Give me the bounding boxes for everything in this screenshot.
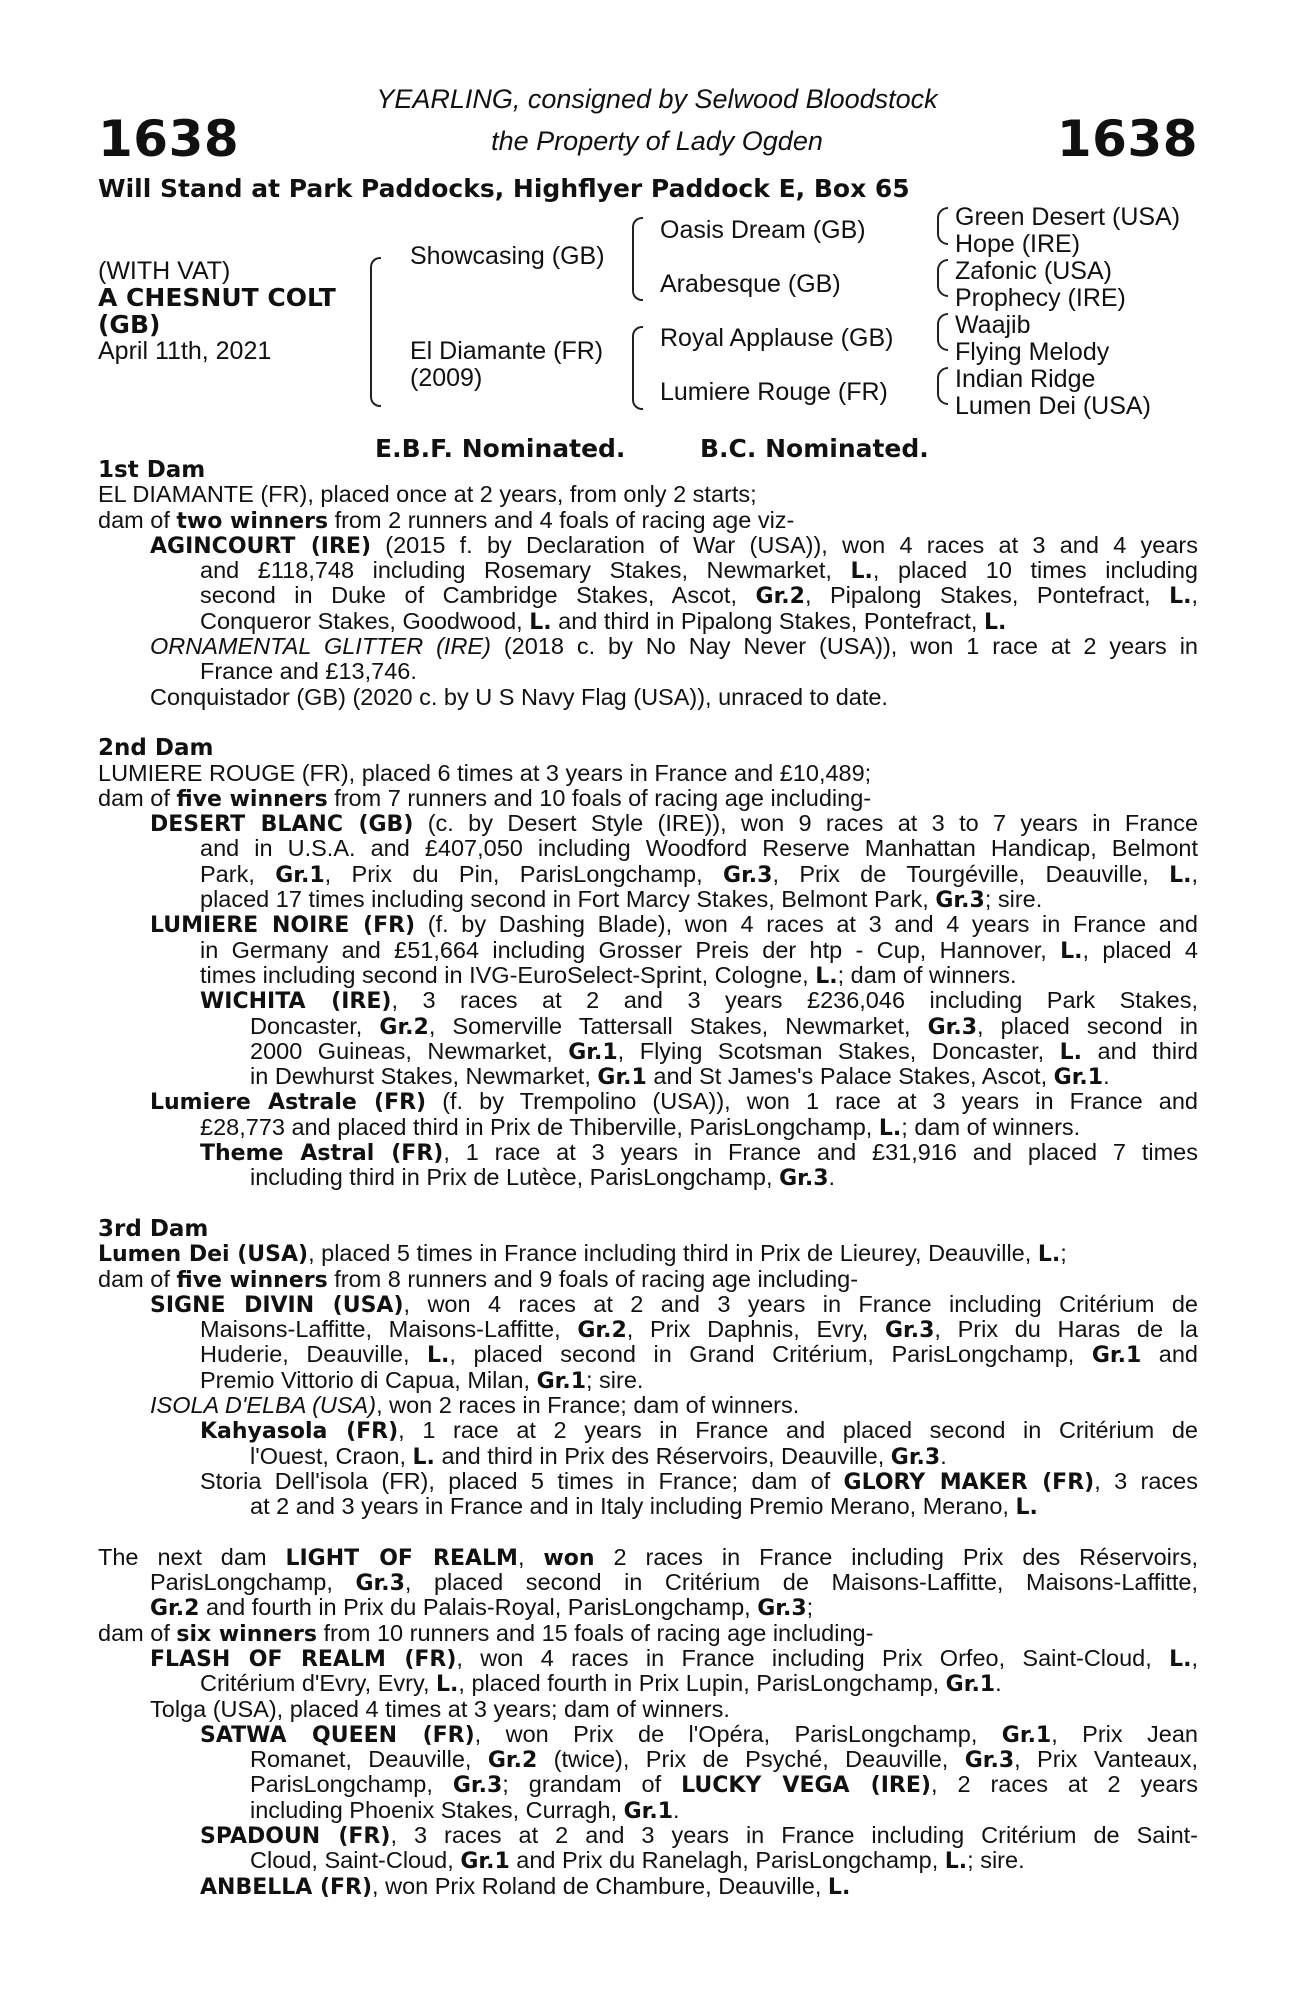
text-run: , won 4 races in France including Prix Orfeo, Saint-Cloud, [456,1645,1170,1671]
bold-text: Kahyasola (FR) [200,1419,399,1444]
bold-text: SPADOUN (FR) [200,1824,391,1849]
pedigree-ggs-5: Waajib [955,311,1031,339]
bold-text: GLORY MAKER (FR) [843,1469,1095,1495]
text-run: , placed fourth in Prix Lupin, ParisLongchamp, [458,1671,946,1697]
text-line [98,1267,1198,1292]
text-run: . [1103,1064,1110,1090]
text-run: dam of [98,507,177,533]
text-run: including third in Prix de Lutèce, ParisLongchamp, [250,1165,780,1191]
bold-text: Gr.2 [487,1748,538,1773]
bold-text: ANBELLA (FR) [200,1874,373,1899]
text-run: ; grandam of [502,1772,682,1798]
pedigree-notes [98,457,1198,1899]
pedigree-ggs-1: Green Desert (USA) [955,203,1181,231]
text-run: including Phoenix Stakes, Curragh, [250,1797,624,1823]
text-line [98,1747,1198,1772]
text-run: Critérium d'Evry, Evry, [200,1671,437,1697]
location-line: Will Stand at Park Paddocks, Highflyer Paddock E, Box 65 [98,174,910,203]
spacer [98,710,1198,735]
pedigree-dam-dam: Lumiere Rouge (FR) [660,378,888,406]
text-line [98,1115,1198,1140]
text-run: , Prix du Pin, ParisLongchamp, [324,861,724,887]
text-run: at 2 and 3 years in France and in Italy including Premio Merano, Merano, [250,1494,1016,1520]
italic-text: ORNAMENTAL GLITTER (IRE) [150,634,491,660]
text-run: and third in Prix des Réservoirs, Deauville, [434,1443,891,1469]
bold-text: Gr.3 [927,1014,978,1039]
bold-text: Gr.1 [623,1798,674,1824]
text-run: , won 2 races in France; dam of winners. [376,1392,800,1418]
text-run: , placed second in Critérium de Maisons-Laffitte, Maisons-Laffitte, [404,1570,1198,1596]
lot-number-right: 1638 [1056,110,1198,168]
bold-text: Gr.1 [597,1065,647,1090]
text-line [98,1418,1198,1443]
text-run: , [517,1544,544,1570]
bold-text: five winners [176,786,328,812]
text-line [98,963,1198,988]
text-line [98,634,1198,659]
text-line [98,1697,1198,1722]
text-line [98,1621,1198,1646]
foaling-date: April 11th, 2021 [98,337,272,365]
text-run: , Prix Jean [1051,1721,1198,1747]
horse-origin: (GB) [98,310,161,339]
text-run: ParisLongchamp, [150,1570,356,1596]
text-run: 1st Dam [98,457,206,483]
bold-text: Gr.1 [460,1849,510,1874]
text-line [98,811,1198,836]
pedigree-sire-sire: Oasis Dream (GB) [660,216,866,244]
text-run: , 3 races at 2 and 3 years in France including Critérium de Saint- [390,1823,1198,1849]
text-line [98,1342,1198,1367]
text-line [98,1039,1198,1064]
text-run: ; sire. [586,1367,644,1393]
text-run: Conqueror Stakes, Goodwood, [200,608,530,634]
text-line [98,1874,1198,1899]
text-run: and in U.S.A. and £407,050 including Woodford Reserve Manhattan Handicap, Belmont [200,836,1198,862]
text-run: 2 races in France including Prix des Réservoirs, [594,1544,1198,1570]
text-line [98,887,1198,912]
text-line [98,1165,1198,1190]
text-run: Park, [200,861,276,887]
spacer [98,1519,1198,1544]
text-line [98,1444,1198,1469]
text-run: , Somerville Tattersall Stakes, Newmarket, [428,1013,928,1039]
text-run: dam of [98,1620,177,1646]
text-run: , Prix de Tourgéville, Deauville, [772,861,1170,887]
text-run: Romanet, Deauville, [250,1747,488,1773]
text-run: Doncaster, [250,1013,380,1039]
pedigree-ggs-8: Lumen Dei (USA) [955,392,1151,420]
pedigree-brace-gen1 [370,257,381,407]
text-line [98,609,1198,634]
bold-text: SATWA QUEEN (FR) [200,1722,475,1748]
text-run: placed 17 times including second in Fort Marcy Stakes, Belmont Park, [200,887,936,913]
bold-text: Gr.2 [150,1596,200,1621]
bold-text: five winners [176,1267,328,1292]
pedigree-dam-sire: Royal Applause (GB) [660,324,894,352]
text-run: (f. by Trempolino (USA)), won 1 race at 3 years in France and [426,1089,1198,1115]
text-line [98,1014,1198,1039]
text-line [98,1646,1198,1671]
text-line [98,862,1198,887]
vat-label: (WITH VAT) [98,257,231,285]
text-run: dam of [98,1266,177,1292]
lot-number-left: 1638 [98,110,240,168]
pedigree-brace-dd [937,367,948,405]
pedigree-brace-sire [632,217,643,301]
text-run: , Flying Scotsman Stakes, Doncaster, [617,1038,1060,1064]
text-run: (2018 c. by No Nay Never (USA)), won 1 race at 2 years in [490,634,1198,660]
text-line [98,1848,1198,1873]
text-run: , Prix Vanteaux, [1014,1747,1198,1773]
text-run: Tolga (USA), placed 4 times at 3 years; dam of winners. [150,1696,730,1722]
text-run: , Pipalong Stakes, Pontefract, [804,583,1170,609]
text-run: Maisons-Laffitte, Maisons-Laffitte, [200,1317,578,1343]
text-line [98,988,1198,1013]
bold-text: L. [427,1343,450,1368]
bold-text: L. [1169,584,1192,609]
bold-text: Gr.1 [945,1672,996,1697]
bold-text: L. [1169,862,1192,888]
bold-text: LIGHT OF REALM [285,1545,518,1571]
pedigree-ggs-6: Flying Melody [955,338,1110,366]
spacer [98,1191,1198,1216]
text-line [98,482,1198,507]
bold-text: L. [1037,1242,1061,1267]
text-line [98,1823,1198,1848]
bold-text: Gr.3 [757,1596,807,1621]
text-run: , placed 5 times in France including third in Prix de Lieurey, Deauville, [308,1241,1038,1267]
text-run: , won 4 races at 2 and 3 years in France including Critérium de [403,1291,1198,1317]
pedigree-brace-sd [937,259,948,297]
text-run: , 3 races [1094,1468,1198,1494]
text-run: (c. by Desert Style (IRE)), won 9 races at 3 to 7 years in France [413,811,1198,837]
text-run: . [828,1165,836,1191]
bold-text: L. [1015,1495,1038,1520]
text-line [98,786,1198,811]
property-line: the Property of Lady Ogden [491,126,823,156]
pedigree-ggs-7: Indian Ridge [955,365,1096,393]
text-line [98,1064,1198,1089]
text-line [98,1292,1198,1317]
text-run: France and £13,746. [200,659,417,685]
text-run: ; sire. [967,1848,1025,1874]
bold-text: LUMIERE NOIRE (FR) [150,913,416,938]
text-line [98,508,1198,533]
bold-text: L. [878,1115,902,1141]
text-run: (2015 f. by Declaration of War (USA)), won 4 races at 3 and 4 years [371,532,1198,558]
text-run: and Prix du Ranelagh, ParisLongchamp, [509,1848,945,1874]
bold-text: L. [944,1849,968,1874]
bold-text: Gr.3 [884,1318,935,1343]
text-run: and £118,748 including Rosemary Stakes, Newmarket, [200,558,851,584]
text-line [98,1368,1198,1393]
text-run: dam of [98,785,177,811]
text-run: times including second in IVG-EuroSelect-Sprint, Cologne, [200,962,816,988]
text-run: Conquistador (GB) (2020 c. by U S Navy Flag (USA)), unraced to date. [150,684,888,710]
text-run: and St James's Palace Stakes, Ascot, [646,1064,1054,1090]
bold-text: L. [1169,1646,1192,1672]
text-run: from 8 runners and 9 foals of racing age including- [327,1266,859,1292]
text-run: from 7 runners and 10 foals of racing age including- [327,785,872,811]
bold-text: Gr.2 [379,1014,429,1039]
bold-text: won [543,1545,595,1571]
text-run: ; dam of winners. [837,962,1017,988]
text-run: , 1 race at 3 years in France and £31,916 and placed 7 times [443,1140,1198,1166]
bold-text: FLASH OF REALM (FR) [150,1646,457,1672]
bold-text: Gr.3 [779,1166,829,1191]
text-run: and [1141,1342,1198,1368]
text-line [98,583,1198,608]
bold-text: AGINCOURT (IRE) [150,533,372,559]
text-run: second in Duke of Cambridge Stakes, Ascot, [200,583,756,609]
bold-text: Gr.1 [1001,1722,1052,1748]
text-line [98,685,1198,710]
horse-name: A CHESNUT COLT [98,283,336,312]
text-line [98,558,1198,583]
text-run: . [995,1671,1002,1697]
text-run: Premio Vittorio di Capua, Milan, [200,1367,537,1393]
text-run: Cloud, Saint-Cloud, [250,1848,461,1874]
ebf-nomination: E.B.F. Nominated. [375,434,626,463]
bold-text: LUCKY VEGA (IRE) [681,1773,931,1798]
text-line [98,1469,1198,1494]
text-line [98,1772,1198,1797]
text-run: , placed 4 [1082,937,1198,963]
pedigree-sire-dam: Arabesque (GB) [660,270,841,298]
bold-text: L. [1060,938,1083,963]
bold-text: L. [436,1672,459,1697]
bold-text: L. [412,1444,435,1469]
text-run: LUMIERE ROUGE (FR), placed 6 times at 3 years in France and £10,489; [98,760,872,786]
bold-text: Lumiere Astrale (FR) [150,1090,427,1115]
text-run: . [940,1443,947,1469]
text-line [98,1494,1198,1519]
bold-text: six winners [176,1621,317,1646]
bold-text: Gr.3 [964,1748,1015,1773]
text-run: 3rd Dam [98,1215,209,1242]
italic-text: ISOLA D'ELBA (USA) [150,1392,377,1418]
text-line [98,1317,1198,1342]
text-run: , [1191,583,1198,609]
pedigree-dam: El Diamante (FR) [410,337,604,365]
bold-text: L. [815,963,838,989]
text-line [98,1798,1198,1823]
text-run: ; [1060,1241,1067,1267]
text-run: from 2 runners and 4 foals of racing age viz- [328,507,795,533]
text-line [98,1089,1198,1114]
bold-text: Gr.3 [723,862,773,888]
text-run: £28,773 and placed third in Prix de Thiberville, ParisLongchamp, [200,1114,879,1140]
text-run: and third [1082,1038,1198,1064]
text-line [98,836,1198,861]
text-run: ; dam of winners. [901,1114,1081,1140]
bold-text: L. [850,559,873,584]
text-run: , placed second in Grand Critérium, ParisLongchamp, [449,1342,1092,1368]
bold-text: Gr.3 [452,1773,503,1798]
text-run: , [1191,861,1198,887]
text-line [98,1671,1198,1696]
bold-text: Gr.3 [890,1444,941,1469]
bold-text: L. [984,609,1007,635]
pedigree-ggs-4: Prophecy (IRE) [955,284,1126,312]
pedigree-dam-year: (2009) [410,364,483,392]
text-run: (f. by Dashing Blade), won 4 races at 3 and 4 years in France and [415,912,1198,938]
pedigree-ggs-3: Zafonic (USA) [955,257,1112,285]
text-line [98,1241,1198,1266]
bold-text: Gr.1 [536,1368,586,1393]
text-run: ; [806,1595,814,1621]
bold-text: L. [1059,1039,1083,1065]
bold-text: Gr.3 [355,1571,405,1596]
text-run: , Prix du Haras de la [934,1317,1198,1343]
text-run: EL DIAMANTE (FR), placed once at 2 years, from only 2 starts; [98,482,757,508]
bold-text: L. [827,1874,851,1899]
text-line [98,533,1198,558]
bold-text: Gr.3 [935,888,985,913]
text-run: and fourth in Prix du Palais-Royal, ParisLongchamp, [199,1595,758,1621]
text-run: , won Prix Roland de Chambure, Deauville, [372,1873,828,1899]
text-run: , Prix Daphnis, Evry, [626,1317,885,1343]
section-heading [98,1216,1198,1241]
text-line [98,938,1198,963]
text-run: Huderie, Deauville, [200,1342,428,1368]
text-run: , placed second in [977,1013,1198,1039]
text-line [98,1140,1198,1165]
pedigree-brace-dam [632,326,643,410]
text-run: (twice), Prix de Psyché, Deauville, [537,1747,965,1773]
text-run: Storia Dell'isola (FR), placed 5 times in France; dam of [200,1468,844,1494]
section-heading [98,457,1198,482]
text-run: , won Prix de l'Opéra, ParisLongchamp, [474,1721,1002,1747]
text-line [98,1393,1198,1418]
pedigree-brace-ds [937,313,948,351]
text-run: . [673,1797,680,1823]
bold-text: Gr.1 [275,862,325,888]
text-run: , 1 race at 2 years in France and placed second in Critérium de [398,1418,1198,1444]
text-line [98,1545,1198,1570]
bc-nomination: B.C. Nominated. [700,434,929,463]
text-line [98,1722,1198,1747]
text-line [98,659,1198,684]
bold-text: Gr.2 [577,1318,627,1343]
text-run: in Germany and £51,664 including Grosser Preis der htp - Cup, Hannover, [200,937,1061,963]
pedigree-sire: Showcasing (GB) [410,242,605,270]
text-run: , 3 races at 2 and 3 years £236,046 including Park Stakes, [391,988,1198,1014]
text-run: , placed 10 times including [872,558,1198,584]
text-run: and third in Pipalong Stakes, Pontefract, [551,608,984,634]
text-line [98,761,1198,786]
consignment-line: YEARLING, consigned by Selwood Bloodstock [376,84,938,114]
pedigree-ggs-2: Hope (IRE) [955,230,1081,258]
bold-text: two winners [176,508,329,533]
bold-text: WICHITA (IRE) [200,989,392,1014]
bold-text: Gr.1 [1053,1065,1104,1090]
text-run: 2000 Guineas, Newmarket, [250,1038,569,1064]
text-run: ; sire. [984,887,1043,913]
text-line [98,912,1198,937]
pedigree-brace-ss [937,207,948,245]
text-run: 2nd Dam [98,735,214,761]
bold-text: SIGNE DIVIN (USA) [150,1292,404,1318]
bold-text: DESERT BLANC (GB) [150,812,414,837]
bold-text: Gr.2 [755,584,805,609]
text-run: , 2 races at 2 years [930,1772,1198,1798]
text-line [98,1595,1198,1620]
bold-text: Lumen Dei (USA) [98,1242,309,1267]
bold-text: Gr.1 [568,1039,618,1065]
section-heading [98,735,1198,760]
text-run: The next dam [98,1544,286,1570]
text-run: from 10 runners and 15 foals of racing age including- [316,1620,874,1646]
bold-text: L. [529,609,552,635]
text-run: in Dewhurst Stakes, Newmarket, [250,1064,598,1090]
bold-text: Gr.1 [1091,1343,1142,1368]
text-run: , [1191,1645,1198,1671]
text-line [98,1570,1198,1595]
text-run: ParisLongchamp, [250,1772,453,1798]
bold-text: Theme Astral (FR) [200,1141,444,1166]
text-run: l'Ouest, Craon, [250,1443,413,1469]
